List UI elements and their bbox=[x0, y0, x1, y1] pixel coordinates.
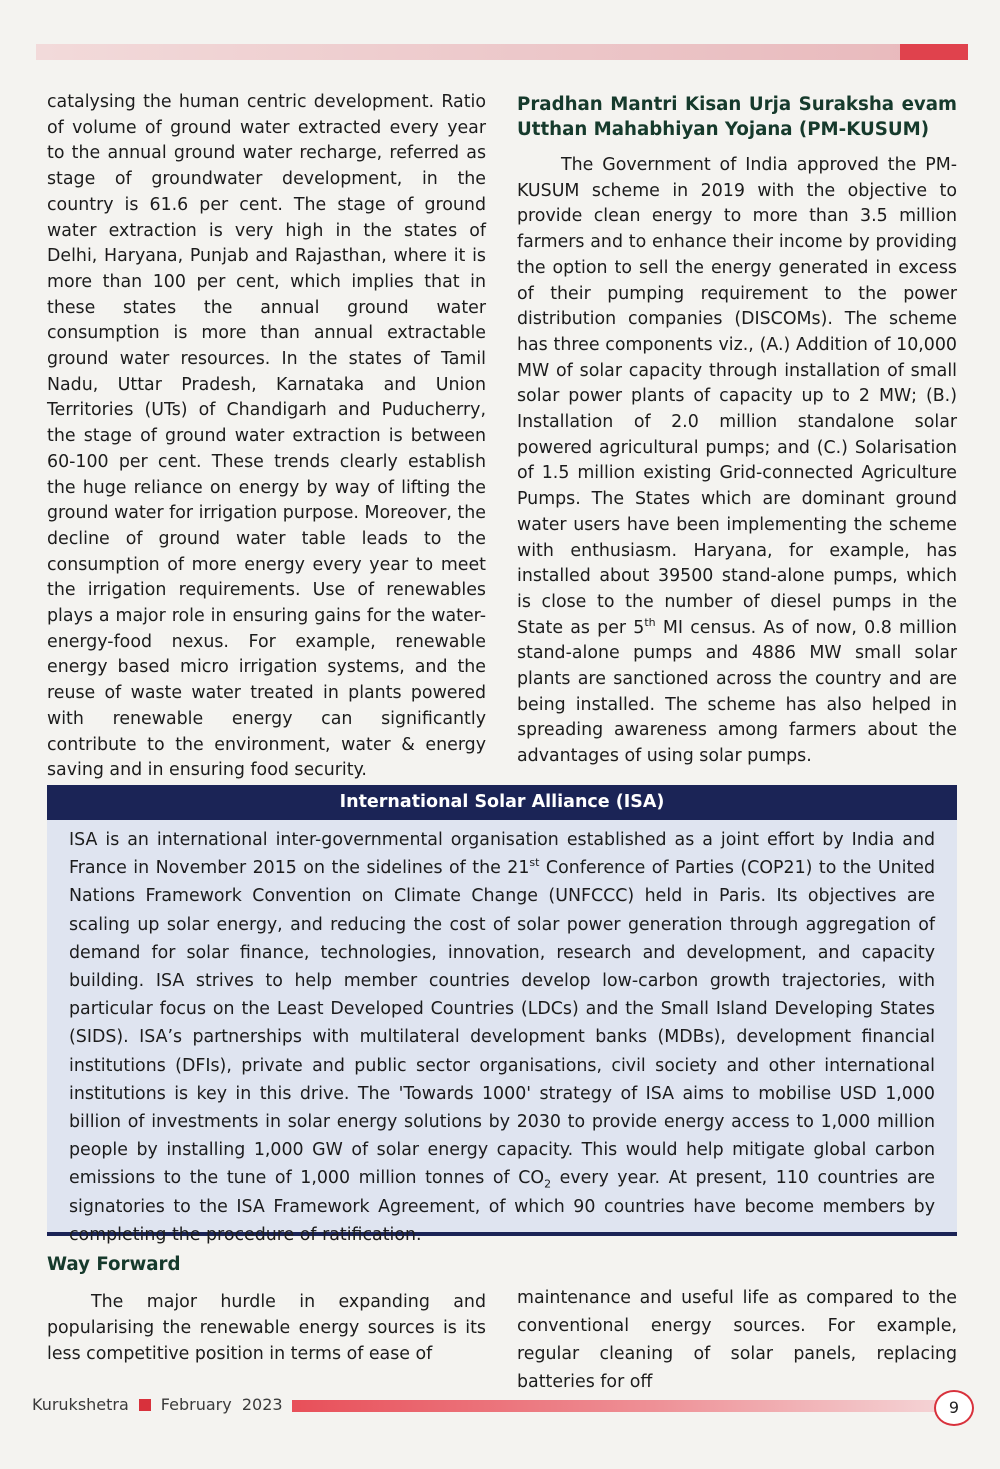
isa-box-title: International Solar Alliance (ISA) bbox=[47, 785, 957, 820]
footer-decorative-bar bbox=[292, 1400, 940, 1412]
page-footer bbox=[32, 1392, 972, 1420]
co2-subscript: 2 bbox=[544, 1177, 552, 1191]
isa-text-a: ISA is an international inter-governmental organisation established as a joint effort by India and France in November 2015 on the sidelines of the 21 bbox=[69, 830, 935, 879]
left-column-paragraph: catalysing the human centric development. Ratio of volume of ground water extracted every year to the annual ground water recharge, referred as stage of groundwater development, in the country is 61.6 per cent. The stage of ground water extraction is very high in the states of Delhi, Haryana, Punjab and Rajasthan, where it is more than 100 per cent, which implies that in these states the annual ground water consumption is more than annual extractable ground water resources. In the states of Tamil Nadu, Uttar Pradesh, Karnataka and Union Territories (UTs) of Chandigarh and Puducherry, the stage of ground water extraction is between 60-100 per cent. These trends clearly establish the huge reliance on energy by way of lifting the ground water for irrigation purpose. Moreover, the decline of ground water table leads to the consumption of more energy every year to meet the irrigation requirements. Use of renewables plays a major role in ensuring gains for the water-energy-food nexus. For example, renewable energy based micro irrigation systems, and the reuse of waste water treated in plants powered with renewable energy can significantly contribute to the environment, water & energy saving and in ensuring food security. bbox=[47, 92, 486, 781]
left-column bbox=[47, 90, 486, 784]
issue-date: February 2023 bbox=[160, 1395, 283, 1414]
pm-kusum-text-a: The Government of India approved the PM-KUSUM scheme in 2019 with the objective to provide clean energy to more than 3.5 million farmers and to enhance their income by providing the option to sell the energy generated in excess of their pumping requirement to the power distribution companies (DISCOMs). The scheme has three components viz., (A.) Addition of 10,000 MW of solar capacity through installation of small solar power plants of capacity up to 2 MW; (B.) Installation of 2.0 million standalone solar powered agricultural pumps; and (C.) Solarisation of 1.5 million existing Grid-connected Agriculture Pumps. The States which are dominant ground water users have been implementing the scheme with enthusiasm. Haryana, for example, has installed about 39500 stand-alone pumps, which is close to the number of diesel pumps in the State as per 5 bbox=[517, 155, 957, 638]
magazine-name: Kurukshetra bbox=[32, 1395, 129, 1414]
top-bar-accent bbox=[900, 44, 968, 60]
census-ordinal: th bbox=[644, 615, 656, 629]
isa-text-c: every year. At present, 110 countries are signatories to the ISA Framework Agreement, of which 90 countries have become members by completing the procedure of ratification. bbox=[69, 1168, 935, 1245]
way-forward-right-column bbox=[517, 1284, 957, 1396]
pm-kusum-heading: Pradhan Mantri Kisan Urja Suraksha evam Utthan Mahabhiyan Yojana (PM-KUSUM) bbox=[517, 94, 957, 140]
pm-kusum-paragraph bbox=[517, 153, 957, 770]
isa-info-box bbox=[47, 785, 957, 1245]
footer-square-icon bbox=[139, 1399, 151, 1411]
isa-text-b: Conference of Parties (COP21) to the United Nations Framework Convention on Climate Change (UNFCCC) held in Paris. Its objectives are scaling up solar energy, and reducing the cost of solar power generation through aggregation of demand for solar finance, technologies, innovation, research and development, and capacity building. ISA strives to help member countries develop low-carbon growth trajectories, with particular focus on the Least Developed Countries (LDCs) and the Small Island Developing States (SIDS). ISA’s partnerships with multilateral development banks (MDBs), development financial institutions (DFIs), private and public sector organisations, civil society and other international institutions is key in this drive. The 'Towards 1000' strategy of ISA aims to mobilise USD 1,000 billion of investments in solar energy solutions by 2030 to provide energy access to 1,000 million people by installing 1,000 GW of solar energy capacity. This would help mitigate global carbon emissions to the tune of 1,000 million tonnes of CO bbox=[69, 858, 935, 1189]
pm-kusum-text-b: MI census. As of now, 0.8 million stand-alone pumps and 4886 MW small solar plants are sanctioned across the country and are being installed. The scheme has also helped in spreading awareness among farmers about the advantages of using solar pumps. bbox=[517, 617, 957, 767]
way-forward-right-text: maintenance and useful life as compared to the conventional energy sources. For example, regular cleaning of solar panels, replacing batteries for off bbox=[517, 1288, 957, 1392]
way-forward-left-column bbox=[47, 1290, 486, 1367]
right-column bbox=[517, 92, 957, 770]
way-forward-heading: Way Forward bbox=[47, 1254, 181, 1275]
top-decorative-bar bbox=[36, 44, 968, 60]
isa-box-text bbox=[69, 826, 935, 1249]
way-forward-left-text: The major hurdle in expanding and popularising the renewable energy sources is its less competitive position in terms of ease of bbox=[47, 1292, 486, 1364]
cop-ordinal: st bbox=[529, 856, 540, 870]
footer-label bbox=[32, 1394, 283, 1416]
page-number: 9 bbox=[934, 1390, 974, 1426]
